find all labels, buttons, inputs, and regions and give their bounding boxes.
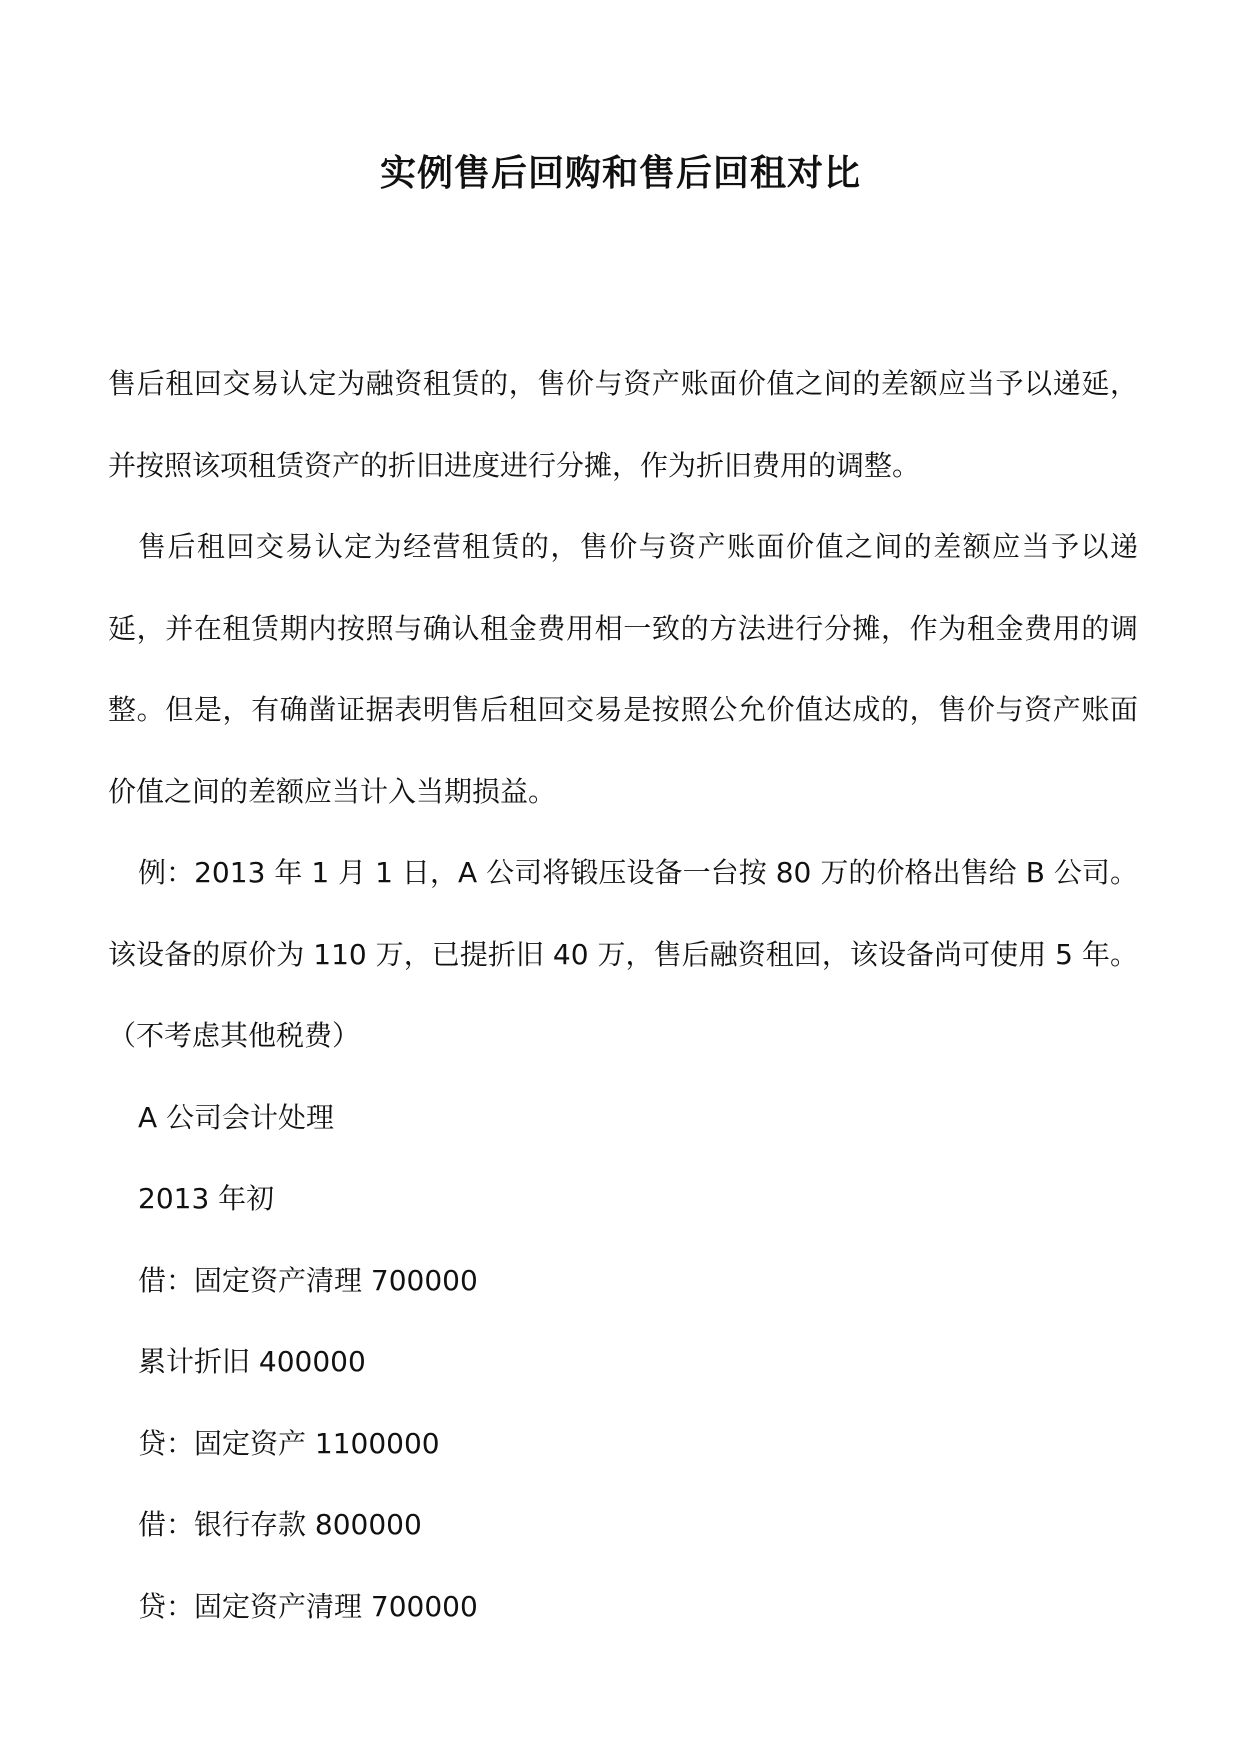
paragraph-operating-lease: 售后租回交易认定为经营租赁的，售价与资产账面价值之间的差额应当予以递延，并在租赁期内按照与确认租金费用相一致的方法进行分摊，作为租金费用的调整。但是，有确凿证据表明售后租回交易是按照公允价值达成的，售价与资产账面价值之间的差额应当计入当期损益。 [108,530,1138,808]
journal-entry-line: 借：固定资产清理 700000 [138,1263,478,1297]
document-body [108,343,1138,1647]
journal-entry-line: 累计折旧 400000 [138,1345,366,1378]
journal-entry-line: 贷：固定资产 1100000 [138,1426,440,1460]
paragraph-finance-lease: 售后租回交易认定为融资租赁的，售价与资产账面价值之间的差额应当予以递延，并按照该项租赁资产的折旧进度进行分摊，作为折旧费用的调整。 [108,367,1138,482]
accounting-heading: A 公司会计处理 [138,1100,335,1134]
journal-entry-line: 贷：固定资产清理 700000 [138,1589,478,1623]
paragraph-example: 例：2013 年 1 月 1 日，A 公司将锻压设备一台按 80 万的价格出售给 B 公司。该设备的原价为 110 万，已提折旧 40 万，售后融资租回，该设备尚可使用 5 年。（不考虑其他税费） [108,856,1138,1052]
document-title: 实例售后回购和售后回租对比 [379,153,861,194]
period-label: 2013 年初 [138,1182,275,1215]
journal-entry-line: 借：银行存款 800000 [138,1508,422,1541]
